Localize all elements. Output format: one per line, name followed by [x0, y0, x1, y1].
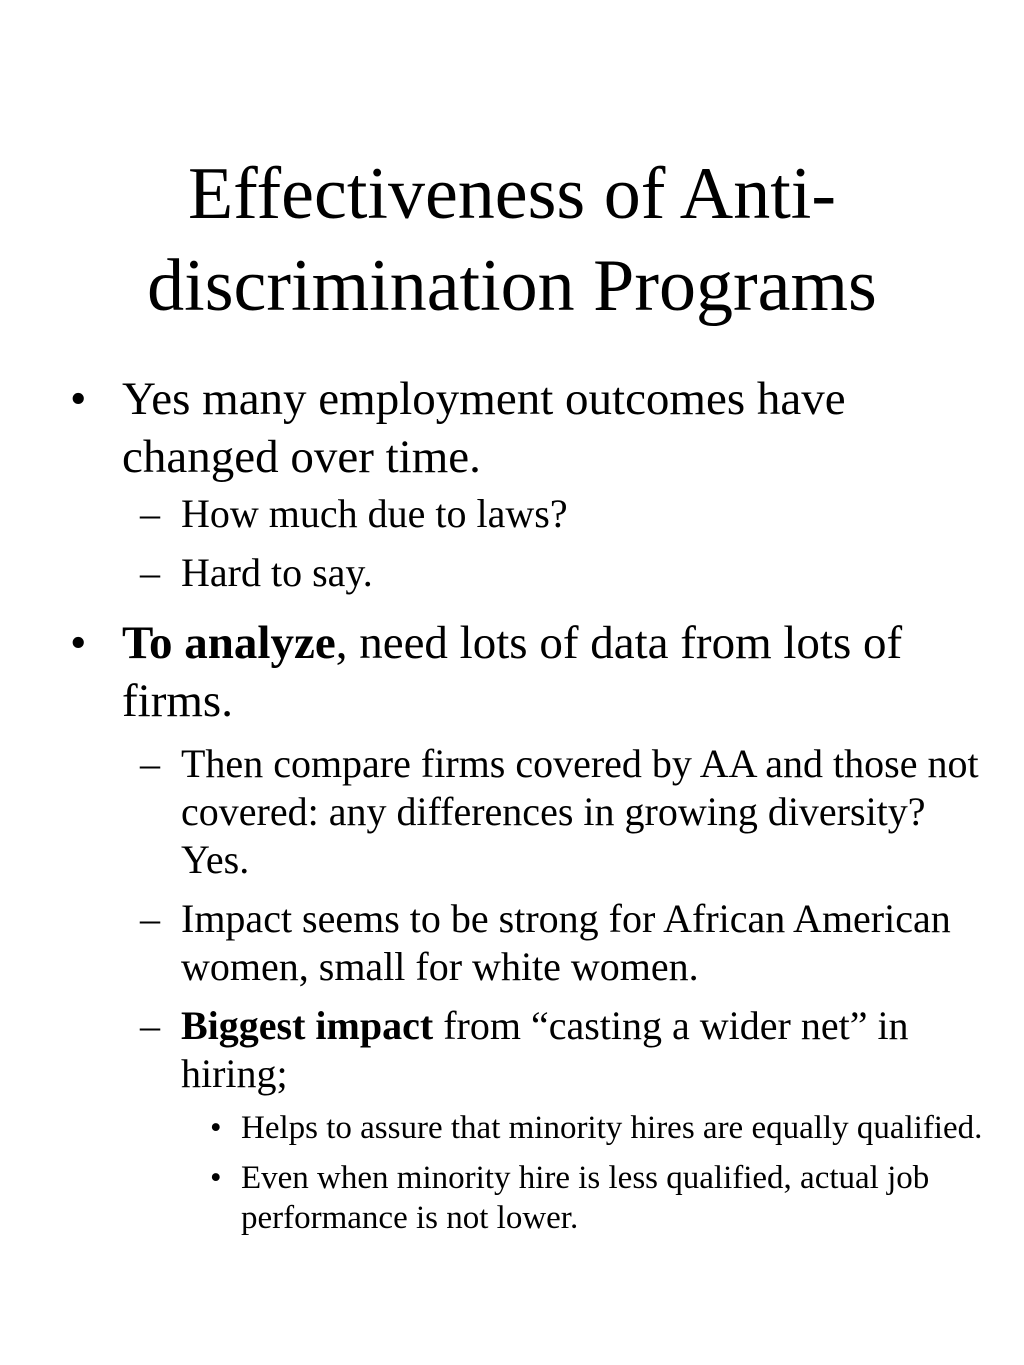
sub-bullet-hard-to-say: [0, 549, 1024, 597]
sub-bullet-text: Hard to say.: [181, 550, 373, 595]
slide-title: [0, 148, 1024, 332]
bullet-icon: •: [70, 617, 87, 669]
slide-body: [0, 370, 1024, 1238]
bullet-text: Yes many employment outcomes have changed over time.: [122, 373, 846, 483]
sub-bullet-bold-text: Biggest impact: [181, 1003, 434, 1048]
sub-sub-bullet-text: Helps to assure that minority hires are equally qualified.: [241, 1110, 983, 1146]
sub-bullet-due-to-laws: [0, 490, 1024, 538]
bullet-icon: •: [70, 373, 87, 425]
bullet-bold-text: To analyze: [122, 617, 336, 669]
slide-title-line-1: Effectiveness of Anti-: [187, 153, 836, 235]
dash-icon: –: [140, 1003, 160, 1048]
sub-bullet-compare-firms: [0, 740, 1024, 884]
sub-bullet-text: Then compare firms covered by AA and those not covered: any differences in growing diversity? Yes.: [181, 741, 979, 882]
slide-title-line-2: discrimination Programs: [147, 245, 877, 327]
dash-icon: –: [140, 741, 160, 786]
dash-icon: –: [140, 491, 160, 536]
bullet-icon: •: [210, 1160, 222, 1196]
sub-sub-bullet-job-performance: [0, 1158, 1024, 1238]
sub-sub-bullet-equally-qualified: [0, 1108, 1024, 1148]
sub-bullet-text: Impact seems to be strong for African American women, small for white women.: [181, 896, 951, 989]
bullet-to-analyze: [0, 614, 1024, 730]
sub-sub-bullet-text: Even when minority hire is less qualified, actual job performance is not lower.: [241, 1160, 930, 1236]
dash-icon: –: [140, 896, 160, 941]
sub-bullet-text: from “casting a wider net” in hiring;: [181, 1003, 909, 1096]
bullet-icon: •: [210, 1110, 222, 1146]
sub-bullet-impact: [0, 895, 1024, 991]
bullet-employment-outcomes: [0, 370, 1024, 486]
sub-bullet-biggest-impact: [0, 1002, 1024, 1098]
sub-bullet-text: How much due to laws?: [181, 491, 568, 536]
bullet-text: , need lots of data from lots of firms.: [122, 617, 903, 727]
dash-icon: –: [140, 550, 160, 595]
